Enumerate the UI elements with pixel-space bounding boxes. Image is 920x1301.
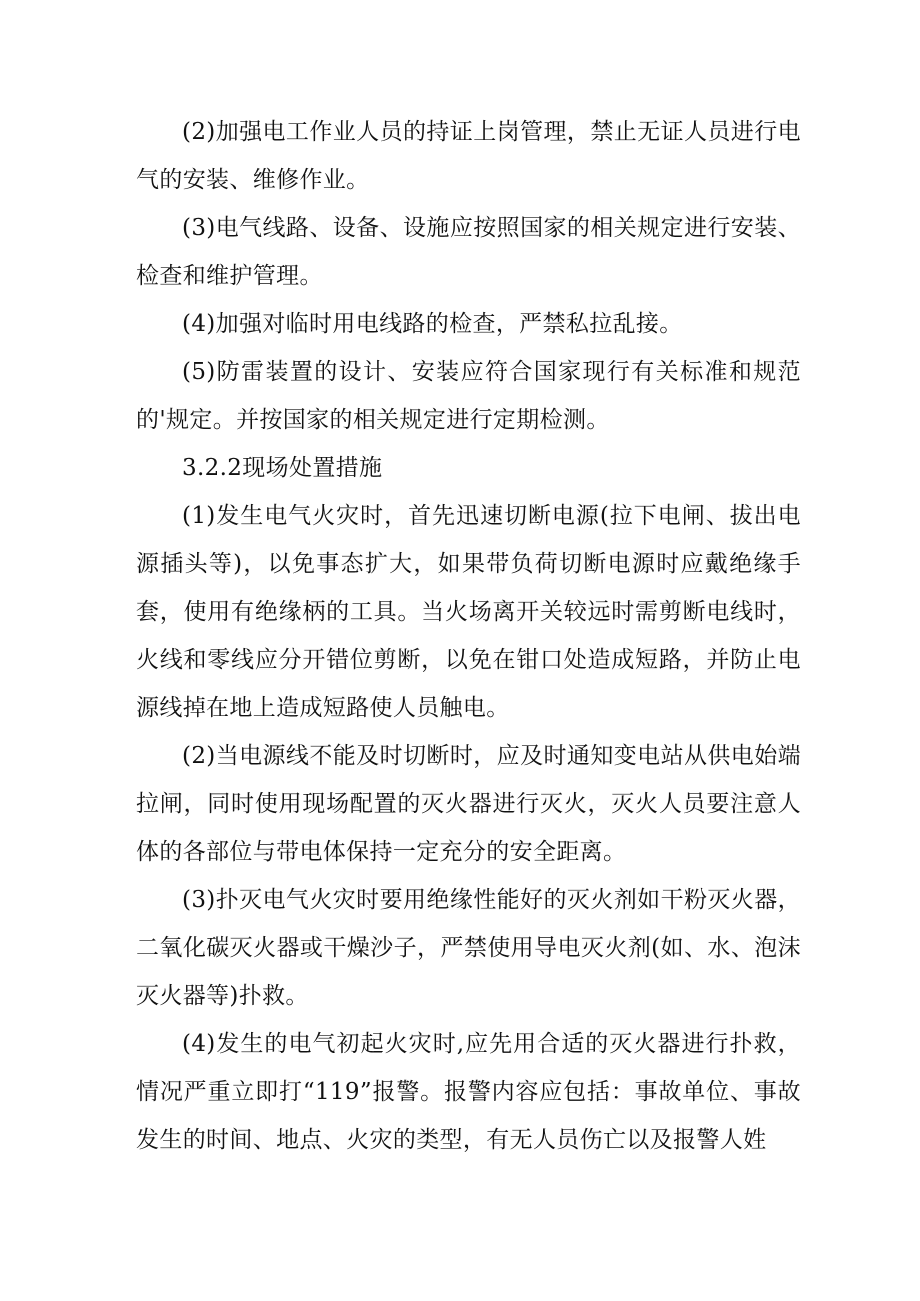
paragraph-response-3: (3)扑灭电气火灾时要用绝缘性能好的灭火剂如干粉灭火器，二氧化碳灭火器或干燥沙子，严禁使用导电灭火剂(如、水、泡沫灭火器等)扑救。 xyxy=(136,887,801,1009)
paragraph-measure-2: (2)加强电工作业人员的持证上岗管理，禁止无证人员进行电气的安装、维修作业。 xyxy=(136,119,801,193)
paragraph-response-4: (4)发生的电气初起火灾时,应先用合适的灭火器进行扑救，情况严重立即打“119”报警。报警内容应包括：事故单位、事故发生的时间、地点、火灾的类型，有无人员伤亡以及报警人姓 xyxy=(136,1031,801,1153)
section-heading: 3.2.2现场处置措施 xyxy=(182,455,383,481)
paragraph-response-2: (2)当电源线不能及时切断时，应及时通知变电站从供电始端拉闸，同时使用现场配置的灭火器进行灭火，灭火人员要注意人体的各部位与带电体保持一定充分的安全距离。 xyxy=(136,743,801,865)
paragraph-response-1: (1)发生电气火灾时，首先迅速切断电源(拉下电闸、拔出电源插头等)，以免事态扩大，如果带负荷切断电源时应戴绝缘手套，使用有绝缘柄的工具。当火场离开关较远时需剪断电线时，火线和零线应分开错位剪断，以免在钳口处造成短路，并防止电源线掉在地上造成短路使人员触电。 xyxy=(136,503,801,721)
paragraph-measure-5: (5)防雷装置的设计、安装应符合国家现行有关标准和规范的'规定。并按国家的相关规定进行定期检测。 xyxy=(136,359,801,433)
document-body xyxy=(136,108,801,1164)
paragraph-measure-3: (3)电气线路、设备、设施应按照国家的相关规定进行安装、检查和维护管理。 xyxy=(136,215,801,289)
paragraph-measure-4: (4)加强对临时用电线路的检查，严禁私拉乱接。 xyxy=(182,311,683,337)
